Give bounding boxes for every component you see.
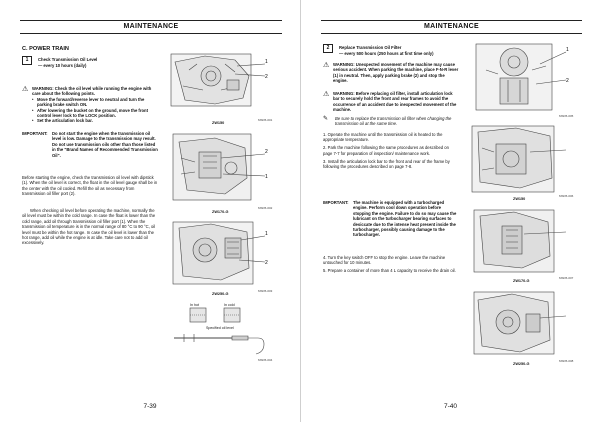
figure-ref: MSD5-001 [258,118,273,122]
procedure-step: 4. Turn the key switch OFF to stop the engine. Leave the machine untouched for 10 minutes. [323,255,446,266]
step-title: Replace Transmission Oil Filter [339,45,402,50]
callout-2: 2 [265,260,268,266]
figure-zw170 [466,206,578,278]
callout-1: 1 [566,47,569,53]
figure-caption: ZW250-G [212,292,229,296]
callout-2: 2 [265,74,268,80]
right-page [300,0,600,422]
callout-1: 1 [265,174,268,180]
note-text: Be sure to replace the transmission oil filter when changing the transmission oil at the same time. [335,116,452,127]
warning-bullet: • Move the forward/reverse lever to neutral and turn the parking brake switch ON. [32,97,158,108]
warning-icon: ⚠ [323,62,330,69]
paragraph-1: Before starting the engine, check the transmission oil level with dipstick (1). When the oil level is correct, the float in the oil level gauge shall be in the center with the oil cooled. Refill the oil as necessary from transmission oil filler port (2). [22,175,158,197]
warning-icon: ⚠ [323,91,330,98]
page-header: MAINTENANCE [321,20,582,34]
important-label: IMPORTANT: [22,131,48,136]
step-interval: — every 10 hours (daily) [38,63,87,68]
warning-bullet: • After lowering the bucket on the ground, move the front control lever lock to the LOCK position. [32,108,158,119]
procedure-step: 5. Prepare a container of more than 4 L capacity to receive the drain oil. [323,268,456,274]
important-label: IMPORTANT: [323,200,349,205]
gauge-label-hot: In hot [190,303,199,307]
figure-zw250 [165,216,277,292]
figure-caption: ZW170-G [513,279,530,283]
figure-ref: MSD5-008 [559,359,574,363]
figure-ref: MSD5-006 [559,194,574,198]
procedure-steps [323,132,459,172]
callout-2: 2 [265,149,268,155]
section-title: C. POWER TRAIN [22,46,69,52]
paragraph-2: When checking oil level before operating the machine, normally the oil level must be within the cold range. In case the float is lower than the cold range, add oil through transmission oil filler port (1). When the transmission oil temperature is in the normal range of 80 °C to 90 °C, oil level must be within the hot range. In case the oil level is lower than the hot range, add oil while the engine is at idle. Take care not to add oil excessively. [22,208,156,246]
page-header: MAINTENANCE [20,20,282,34]
figure-ref: MSD5-004 [258,358,273,362]
procedure-step: 1. Operate the machine until the transmission oil is heated to the appropriate temperature. [323,132,443,143]
step-number: 1 [22,56,32,65]
page-number: 7-40 [443,403,457,410]
important-text: The machine is equipped with a turbocharged engine. Perform cool down operation before stopping the engine. Failure to do so may cause the lubricant on the turbocharger bearing surfaces to desiccate due to the intense heat present inside the turbocharger, possibly causing damage to the turbocharger. [353,200,457,238]
warning-lead: WARNING: Check the oil level while running the engine with care about the following points. [32,86,152,97]
step-interval: — every 500 hours (250 hours at first time only) [339,51,434,56]
figure-ref: MSD5-007 [559,276,574,280]
callout-2: 2 [566,78,569,84]
note-pencil-icon: ✎ [323,116,329,122]
warning-2: WARNING: Before replacing oil filter, install articulation lock bar to securely hold the front and rear frames to avoid the occurrence of an accident due to inexpected movement of the machine. [333,91,457,113]
procedure-step: 2. Park the machine following the same procedures as described on page 7-7 for preparation of inspection/ maintenance work. [323,145,449,156]
gauge-label-level: Specified oil level [206,326,234,330]
important-text: Do not start the engine when the transmission oil level is low. Damage to the transmission may result. Do not use transmission oils other than those listed in the "Brand Names of Recommended Transmission Oil". [52,131,158,158]
warning-bullet: • Set the articulation lock bar. [32,118,158,123]
callout-1: 1 [265,59,268,65]
warning-1: WARNING: Unexpected movement of the machine may cause serious accident. When parking the machine, place F-N-R lever (1) in neutral. Then, apply parking brake (2) and stop the engine. [333,62,459,84]
figure-zw150 [165,46,277,118]
figure-caption: ZW150 [513,197,526,201]
step-number: 2 [323,44,333,53]
warning-block [32,86,158,124]
warning-icon: ⚠ [22,86,29,93]
procedure-step: 3. Install the articulation lock bar to the front and rear of the frame by following the procedures described on page 7-8. [323,158,450,170]
figure-zw170 [165,128,277,208]
figure-ref: MSD5-003 [258,289,273,293]
page-number: 7-39 [143,403,157,410]
figure-caption: ZW170-G [212,210,229,214]
figure-caption: ZW250-G [513,362,530,366]
figure-ref: MSD5-005 [559,114,574,118]
callout-1: 1 [265,231,268,237]
figure-caption: ZW150 [212,121,225,125]
figure-cab-lever [466,40,578,114]
gauge-label-cold: In cold [224,303,235,307]
figure-zw150 [466,122,578,196]
step-title: Check Transmission Oil Level [38,57,98,62]
procedure-steps-b [323,255,459,276]
figure-zw250 [466,288,578,360]
figure-ref: MSD5-002 [258,206,273,210]
